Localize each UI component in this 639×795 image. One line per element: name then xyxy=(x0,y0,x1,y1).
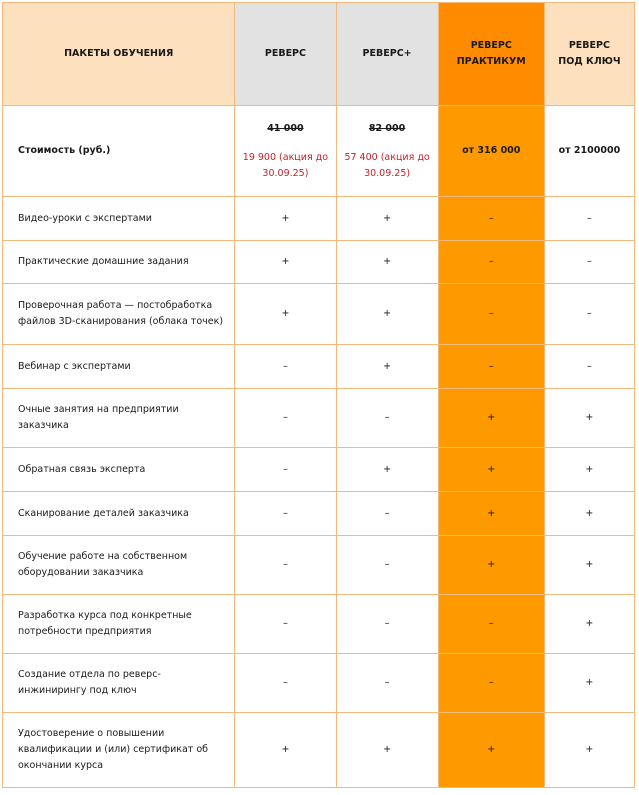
reverse-value: – xyxy=(235,492,336,536)
feature-row xyxy=(3,654,635,713)
reverse-plus-header: РЕВЕРС+ xyxy=(336,3,438,106)
feature-label: Очные занятия на предприятии заказчика xyxy=(3,389,235,448)
practicum-value: – xyxy=(438,241,544,284)
feature-row xyxy=(3,448,635,492)
feature-label: Обратная связь эксперта xyxy=(3,448,235,492)
feature-row xyxy=(3,197,635,241)
turnkey-value: + xyxy=(544,713,634,788)
reverse-plus-value: – xyxy=(336,595,438,654)
practicum-header xyxy=(438,3,544,106)
feature-label: Сканирование деталей заказчика xyxy=(3,492,235,536)
reverse-plus-value: – xyxy=(336,654,438,713)
practicum-value: – xyxy=(438,595,544,654)
reverse-value: + xyxy=(235,241,336,284)
feature-row xyxy=(3,241,635,284)
turnkey-header-line2: ПОД КЛЮЧ xyxy=(558,56,621,67)
feature-label: Практические домашние задания xyxy=(3,241,235,284)
practicum-value: + xyxy=(438,448,544,492)
reverse-value: + xyxy=(235,713,336,788)
feature-row xyxy=(3,345,635,389)
practicum-value: – xyxy=(438,654,544,713)
turnkey-cost: от 2100000 xyxy=(544,106,634,197)
pricing-table xyxy=(2,2,635,788)
reverse-promo-price: 19 900 (акция до 30.09.25) xyxy=(242,151,329,179)
feature-rows xyxy=(3,197,635,788)
feature-label: Удостоверение о повышении квалификации и (или) сертификат об окончании курса xyxy=(3,713,235,788)
practicum-value: + xyxy=(438,492,544,536)
turnkey-value: + xyxy=(544,654,634,713)
turnkey-value: – xyxy=(544,241,634,284)
feature-label: Обучение работе на собственном оборудовании заказчика xyxy=(3,536,235,595)
practicum-header-line1: РЕВЕРС xyxy=(470,40,512,51)
practicum-header-line2: ПРАКТИКУМ xyxy=(456,56,526,67)
practicum-value: – xyxy=(438,284,544,345)
practicum-value: + xyxy=(438,389,544,448)
reverse-value: – xyxy=(235,448,336,492)
reverse-old-price: 41 000 xyxy=(267,122,304,134)
turnkey-value: – xyxy=(544,284,634,345)
reverse-plus-promo-price: 57 400 (акция до 30.09.25) xyxy=(344,151,430,179)
feature-row xyxy=(3,536,635,595)
turnkey-value: – xyxy=(544,197,634,241)
feature-row xyxy=(3,284,635,345)
turnkey-value: + xyxy=(544,389,634,448)
turnkey-header-line1: РЕВЕРС xyxy=(568,40,610,51)
reverse-value: + xyxy=(235,284,336,345)
reverse-plus-cost-cell xyxy=(336,106,438,197)
reverse-plus-value: + xyxy=(336,345,438,389)
turnkey-value: + xyxy=(544,595,634,654)
reverse-value: – xyxy=(235,595,336,654)
feature-label: Вебинар с экспертами xyxy=(3,345,235,389)
reverse-plus-value: + xyxy=(336,448,438,492)
feature-label: Видео-уроки с экспертами xyxy=(3,197,235,241)
practicum-value: + xyxy=(438,536,544,595)
reverse-plus-old-price: 82 000 xyxy=(368,122,406,134)
feature-label: Проверочная работа — постобработка файлов 3D-сканирования (облака точек) xyxy=(3,284,235,345)
feature-label: Разработка курса под конкретные потребности предприятия xyxy=(3,595,235,654)
turnkey-value: + xyxy=(544,492,634,536)
feature-label: Создание отдела по реверс-инжинирингу под ключ xyxy=(3,654,235,713)
turnkey-value: + xyxy=(544,448,634,492)
reverse-value: – xyxy=(235,654,336,713)
turnkey-value: – xyxy=(544,345,634,389)
turnkey-value: + xyxy=(544,536,634,595)
reverse-value: + xyxy=(235,197,336,241)
practicum-cost: от 316 000 xyxy=(438,106,544,197)
reverse-plus-value: + xyxy=(336,241,438,284)
practicum-value: – xyxy=(438,197,544,241)
feature-row xyxy=(3,595,635,654)
feature-row xyxy=(3,389,635,448)
header-row xyxy=(3,3,635,106)
reverse-header: РЕВЕРС xyxy=(235,3,336,106)
reverse-plus-value: – xyxy=(336,389,438,448)
reverse-cost-cell xyxy=(235,106,336,197)
practicum-value: – xyxy=(438,345,544,389)
cost-row xyxy=(3,106,635,197)
reverse-plus-value: – xyxy=(336,536,438,595)
practicum-value: + xyxy=(438,713,544,788)
reverse-value: – xyxy=(235,536,336,595)
reverse-plus-value: + xyxy=(336,284,438,345)
packages-header: ПАКЕТЫ ОБУЧЕНИЯ xyxy=(3,3,235,106)
reverse-plus-value: – xyxy=(336,492,438,536)
feature-row xyxy=(3,713,635,788)
turnkey-header xyxy=(544,3,634,106)
reverse-value: – xyxy=(235,345,336,389)
feature-row xyxy=(3,492,635,536)
reverse-plus-value: + xyxy=(336,197,438,241)
reverse-value: – xyxy=(235,389,336,448)
cost-label: Стоимость (руб.) xyxy=(3,106,235,197)
reverse-plus-value: + xyxy=(336,713,438,788)
